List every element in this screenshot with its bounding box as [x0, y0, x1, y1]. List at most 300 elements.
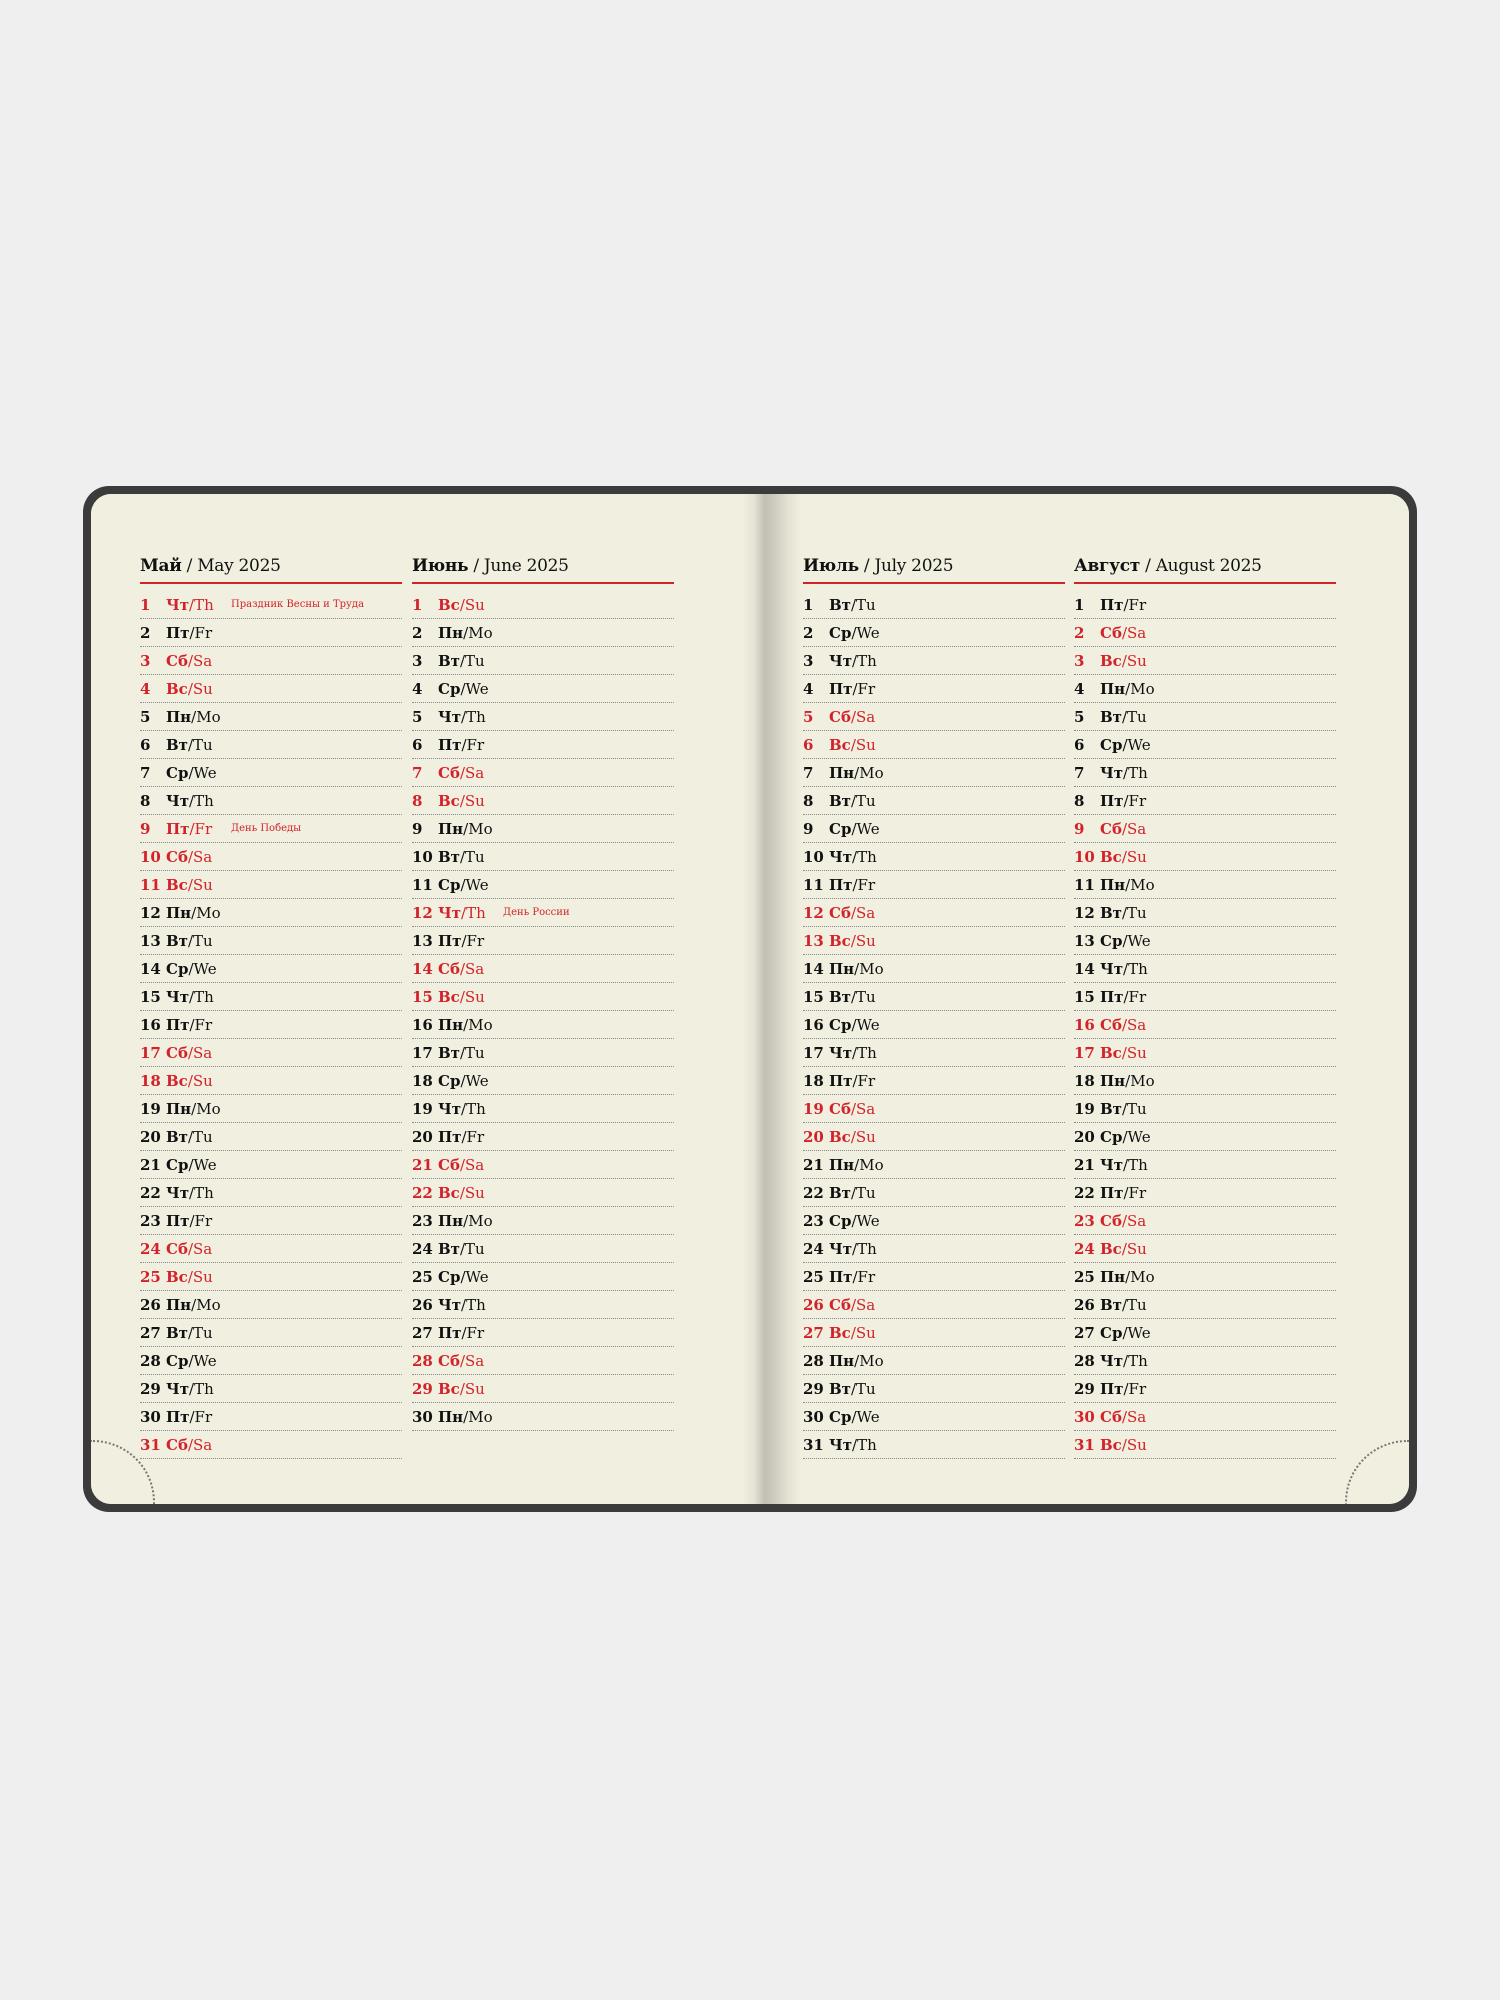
day-number: 3 — [412, 652, 423, 670]
weekday-ru: Чт — [1100, 960, 1123, 978]
weekday-en: Th — [466, 1100, 486, 1118]
day-row: 19 Пн/Mo — [140, 1096, 402, 1123]
weekday-ru: Сб — [166, 1436, 188, 1454]
weekday-en: Fr — [466, 932, 485, 950]
day-number: 5 — [140, 708, 151, 726]
day-row: 27 Вт/Tu — [140, 1320, 402, 1347]
day-row: 5 Чт/Th — [412, 704, 674, 731]
planner-spread — [83, 486, 1417, 1512]
day-number: 29 — [1074, 1380, 1095, 1398]
weekday-ru: Вт — [1100, 708, 1122, 726]
day-row: 20 Вт/Tu — [140, 1124, 402, 1151]
day-row: 17 Чт/Th — [803, 1040, 1065, 1067]
weekday-ru: Сб — [1100, 1408, 1122, 1426]
weekday-ru: Пт — [438, 736, 462, 754]
month-header: Май / May 2025 — [140, 556, 402, 584]
weekday-en: Mo — [859, 764, 884, 782]
month-header: Июль / July 2025 — [803, 556, 1065, 584]
day-number: 8 — [140, 792, 151, 810]
day-row: 30 Пт/Fr — [140, 1404, 402, 1431]
day-row: 16 Сб/Sa — [1074, 1012, 1336, 1039]
weekday-ru: Вс — [438, 988, 460, 1006]
day-number: 5 — [1074, 708, 1085, 726]
day-number: 11 — [140, 876, 161, 894]
day-number: 21 — [412, 1156, 433, 1174]
day-row: 14 Чт/Th — [1074, 956, 1336, 983]
day-row: 24 Вс/Su — [1074, 1236, 1336, 1263]
day-number: 28 — [412, 1352, 433, 1370]
day-number: 26 — [1074, 1296, 1095, 1314]
day-row: 24 Вт/Tu — [412, 1236, 674, 1263]
weekday-en: Mo — [1130, 1268, 1155, 1286]
weekday-ru: Пн — [829, 960, 855, 978]
day-row: 28 Ср/We — [140, 1348, 402, 1375]
day-number: 19 — [140, 1100, 161, 1118]
weekday-ru: Вс — [1100, 1044, 1122, 1062]
weekday-en: Fr — [194, 1212, 213, 1230]
month-august — [1074, 556, 1336, 1460]
weekday-en: Th — [1128, 1352, 1148, 1370]
day-number: 7 — [1074, 764, 1085, 782]
weekday-en: We — [465, 1072, 489, 1090]
weekday-en: Tu — [193, 1324, 213, 1342]
weekday-ru: Вс — [166, 1268, 188, 1286]
weekday-ru: Чт — [166, 792, 189, 810]
right-page — [750, 494, 1409, 1504]
weekday-ru: Чт — [438, 708, 461, 726]
day-row: 12 Пн/Mo — [140, 900, 402, 927]
weekday-en: Sa — [465, 960, 485, 978]
weekday-ru: Ср — [438, 1072, 461, 1090]
day-row: 20 Пт/Fr — [412, 1124, 674, 1151]
weekday-en: We — [1127, 932, 1151, 950]
day-row: 18 Пт/Fr — [803, 1068, 1065, 1095]
day-number: 14 — [1074, 960, 1095, 978]
day-number: 18 — [140, 1072, 161, 1090]
weekday-en: We — [465, 876, 489, 894]
day-row: 7 Сб/Sa — [412, 760, 674, 787]
weekday-ru: Пн — [438, 624, 464, 642]
day-number: 15 — [1074, 988, 1095, 1006]
day-number: 2 — [1074, 624, 1085, 642]
day-number: 14 — [412, 960, 433, 978]
weekday-ru: Вс — [438, 1380, 460, 1398]
day-row: 18 Ср/We — [412, 1068, 674, 1095]
day-number: 29 — [412, 1380, 433, 1398]
day-number: 4 — [1074, 680, 1085, 698]
weekday-ru: Пт — [829, 876, 853, 894]
month-name-ru: Май — [140, 556, 182, 576]
day-row: 11 Ср/We — [412, 872, 674, 899]
day-number: 27 — [140, 1324, 161, 1342]
day-row: 28 Сб/Sa — [412, 1348, 674, 1375]
weekday-ru: Сб — [438, 1156, 460, 1174]
day-row: 4 Ср/We — [412, 676, 674, 703]
day-row: 21 Ср/We — [140, 1152, 402, 1179]
weekday-en: Sa — [193, 1240, 213, 1258]
month-name-ru: Август — [1074, 556, 1141, 576]
weekday-en: Su — [464, 1380, 485, 1398]
weekday-en: Sa — [465, 764, 485, 782]
weekday-ru: Сб — [438, 764, 460, 782]
day-number: 6 — [140, 736, 151, 754]
weekday-ru: Пт — [166, 1408, 190, 1426]
day-number: 24 — [412, 1240, 433, 1258]
weekday-ru: Вт — [438, 1044, 460, 1062]
day-number: 11 — [803, 876, 824, 894]
day-row: 26 Пн/Mo — [140, 1292, 402, 1319]
day-row: 30 Сб/Sa — [1074, 1404, 1336, 1431]
day-number: 26 — [803, 1296, 824, 1314]
day-row: 22 Вс/Su — [412, 1180, 674, 1207]
day-row: 12 Чт/Th День России — [412, 900, 674, 927]
day-row: 8 Чт/Th — [140, 788, 402, 815]
weekday-ru: Вт — [1100, 1100, 1122, 1118]
weekday-ru: Сб — [1100, 624, 1122, 642]
weekday-ru: Пн — [438, 820, 464, 838]
weekday-en: Th — [466, 708, 486, 726]
weekday-ru: Ср — [166, 764, 189, 782]
weekday-ru: Пн — [1100, 876, 1126, 894]
day-number: 2 — [140, 624, 151, 642]
weekday-en: Tu — [856, 988, 876, 1006]
day-number: 7 — [140, 764, 151, 782]
day-row: 19 Чт/Th — [412, 1096, 674, 1123]
day-row: 9 Ср/We — [803, 816, 1065, 843]
weekday-en: Tu — [465, 1240, 485, 1258]
weekday-en: Fr — [1128, 792, 1147, 810]
day-row: 5 Пн/Mo — [140, 704, 402, 731]
day-number: 5 — [803, 708, 814, 726]
weekday-ru: Вт — [438, 1240, 460, 1258]
day-row: 19 Сб/Sa — [803, 1096, 1065, 1123]
day-number: 8 — [1074, 792, 1085, 810]
day-row: 21 Сб/Sa — [412, 1152, 674, 1179]
weekday-en: Fr — [857, 1268, 876, 1286]
weekday-ru: Пн — [1100, 680, 1126, 698]
weekday-ru: Вс — [166, 680, 188, 698]
weekday-en: Mo — [859, 1156, 884, 1174]
weekday-ru: Вс — [1100, 652, 1122, 670]
day-row: 12 Сб/Sa — [803, 900, 1065, 927]
day-number: 30 — [412, 1408, 433, 1426]
day-row: 2 Сб/Sa — [1074, 620, 1336, 647]
day-row: 21 Чт/Th — [1074, 1152, 1336, 1179]
weekday-ru: Сб — [166, 652, 188, 670]
day-number: 23 — [1074, 1212, 1095, 1230]
weekday-en: We — [193, 1352, 217, 1370]
weekday-ru: Чт — [166, 988, 189, 1006]
weekday-en: Su — [464, 792, 485, 810]
day-number: 2 — [803, 624, 814, 642]
day-row: 16 Ср/We — [803, 1012, 1065, 1039]
weekday-en: Mo — [468, 1016, 493, 1034]
day-number: 24 — [1074, 1240, 1095, 1258]
weekday-en: Tu — [856, 596, 876, 614]
day-list — [140, 592, 402, 1459]
day-number: 10 — [412, 848, 433, 866]
day-row: 5 Сб/Sa — [803, 704, 1065, 731]
day-row: 24 Чт/Th — [803, 1236, 1065, 1263]
holiday-label: Праздник Весны и Труда — [231, 599, 365, 610]
weekday-ru: Сб — [1100, 1016, 1122, 1034]
day-number: 12 — [1074, 904, 1095, 922]
day-number: 1 — [803, 596, 814, 614]
weekday-en: Fr — [194, 624, 213, 642]
month-name-en: June 2025 — [483, 556, 569, 576]
day-number: 23 — [412, 1212, 433, 1230]
weekday-ru: Вт — [438, 652, 460, 670]
weekday-en: Su — [1126, 1436, 1147, 1454]
weekday-en: We — [465, 680, 489, 698]
day-row: 3 Вт/Tu — [412, 648, 674, 675]
day-number: 3 — [1074, 652, 1085, 670]
weekday-ru: Вт — [1100, 1296, 1122, 1314]
weekday-en: Sa — [465, 1352, 485, 1370]
day-row: 15 Вт/Tu — [803, 984, 1065, 1011]
month-july — [803, 556, 1065, 1460]
weekday-ru: Ср — [829, 624, 852, 642]
day-number: 5 — [412, 708, 423, 726]
weekday-en: Sa — [193, 1436, 213, 1454]
day-row: 2 Пн/Mo — [412, 620, 674, 647]
day-row: 18 Вс/Su — [140, 1068, 402, 1095]
day-row: 14 Сб/Sa — [412, 956, 674, 983]
day-row: 1 Пт/Fr — [1074, 592, 1336, 619]
weekday-ru: Вт — [829, 1184, 851, 1202]
day-number: 30 — [140, 1408, 161, 1426]
weekday-ru: Вт — [166, 1324, 188, 1342]
weekday-en: Fr — [1128, 596, 1147, 614]
day-row: 9 Сб/Sa — [1074, 816, 1336, 843]
day-number: 18 — [1074, 1072, 1095, 1090]
month-name-en: July 2025 — [874, 556, 954, 576]
day-number: 29 — [140, 1380, 161, 1398]
day-row: 7 Чт/Th — [1074, 760, 1336, 787]
weekday-ru: Ср — [829, 820, 852, 838]
weekday-ru: Вс — [829, 932, 851, 950]
weekday-ru: Ср — [166, 960, 189, 978]
day-row: 8 Пт/Fr — [1074, 788, 1336, 815]
day-number: 19 — [1074, 1100, 1095, 1118]
weekday-en: Su — [855, 1128, 876, 1146]
day-number: 28 — [1074, 1352, 1095, 1370]
day-row: 11 Вс/Su — [140, 872, 402, 899]
day-number: 28 — [140, 1352, 161, 1370]
day-number: 25 — [1074, 1268, 1095, 1286]
day-number: 18 — [803, 1072, 824, 1090]
weekday-ru: Пт — [1100, 792, 1124, 810]
day-row: 23 Сб/Sa — [1074, 1208, 1336, 1235]
day-number: 12 — [140, 904, 161, 922]
weekday-en: We — [1127, 1128, 1151, 1146]
weekday-en: Tu — [856, 1380, 876, 1398]
day-row: 20 Вс/Su — [803, 1124, 1065, 1151]
weekday-ru: Пн — [166, 708, 192, 726]
weekday-en: Su — [1126, 652, 1147, 670]
day-row: 15 Чт/Th — [140, 984, 402, 1011]
day-number: 27 — [412, 1324, 433, 1342]
day-number: 2 — [412, 624, 423, 642]
weekday-en: Mo — [196, 904, 221, 922]
day-row: 25 Пн/Mo — [1074, 1264, 1336, 1291]
weekday-en: Fr — [857, 680, 876, 698]
day-number: 4 — [412, 680, 423, 698]
weekday-ru: Ср — [1100, 1324, 1123, 1342]
day-row: 28 Пн/Mo — [803, 1348, 1065, 1375]
weekday-en: Mo — [1130, 680, 1155, 698]
day-number: 9 — [412, 820, 423, 838]
weekday-ru: Ср — [166, 1156, 189, 1174]
weekday-en: Sa — [193, 848, 213, 866]
day-number: 15 — [412, 988, 433, 1006]
day-number: 30 — [1074, 1408, 1095, 1426]
day-row: 27 Вс/Su — [803, 1320, 1065, 1347]
day-row: 7 Ср/We — [140, 760, 402, 787]
weekday-en: We — [1127, 1324, 1151, 1342]
weekday-en: We — [193, 1156, 217, 1174]
day-row: 22 Пт/Fr — [1074, 1180, 1336, 1207]
day-row: 31 Чт/Th — [803, 1432, 1065, 1459]
day-row: 22 Вт/Tu — [803, 1180, 1065, 1207]
weekday-en: Sa — [856, 1296, 876, 1314]
weekday-en: Th — [194, 1184, 214, 1202]
weekday-en: Mo — [468, 820, 493, 838]
weekday-ru: Ср — [829, 1408, 852, 1426]
day-number: 10 — [803, 848, 824, 866]
day-number: 15 — [803, 988, 824, 1006]
day-number: 12 — [803, 904, 824, 922]
day-number: 8 — [803, 792, 814, 810]
day-row: 15 Пт/Fr — [1074, 984, 1336, 1011]
day-row: 14 Ср/We — [140, 956, 402, 983]
left-page — [91, 494, 750, 1504]
weekday-en: Sa — [856, 904, 876, 922]
weekday-en: Th — [194, 988, 214, 1006]
day-number: 21 — [140, 1156, 161, 1174]
day-row: 17 Сб/Sa — [140, 1040, 402, 1067]
weekday-en: Sa — [856, 1100, 876, 1118]
weekday-ru: Вс — [438, 1184, 460, 1202]
day-row: 5 Вт/Tu — [1074, 704, 1336, 731]
day-row: 30 Пн/Mo — [412, 1404, 674, 1431]
day-row: 26 Вт/Tu — [1074, 1292, 1336, 1319]
weekday-en: Th — [466, 1296, 486, 1314]
day-row: 2 Ср/We — [803, 620, 1065, 647]
weekday-en: Tu — [465, 652, 485, 670]
weekday-ru: Чт — [438, 1296, 461, 1314]
weekday-ru: Вс — [438, 792, 460, 810]
month-name-ru: Июнь — [412, 556, 469, 576]
day-number: 25 — [140, 1268, 161, 1286]
weekday-en: Fr — [1128, 1380, 1147, 1398]
day-row: 18 Пн/Mo — [1074, 1068, 1336, 1095]
day-number: 13 — [140, 932, 161, 950]
weekday-ru: Вт — [166, 736, 188, 754]
weekday-en: Fr — [857, 876, 876, 894]
weekday-ru: Вт — [166, 1128, 188, 1146]
day-number: 26 — [140, 1296, 161, 1314]
day-row: 27 Пт/Fr — [412, 1320, 674, 1347]
day-number: 10 — [140, 848, 161, 866]
weekday-en: Th — [857, 1436, 877, 1454]
weekday-ru: Ср — [1100, 736, 1123, 754]
day-number: 16 — [140, 1016, 161, 1034]
weekday-en: Tu — [1127, 1100, 1147, 1118]
weekday-en: Su — [192, 1268, 213, 1286]
weekday-en: Su — [192, 680, 213, 698]
day-list — [803, 592, 1065, 1459]
weekday-en: We — [193, 960, 217, 978]
day-row: 25 Вс/Su — [140, 1264, 402, 1291]
weekday-ru: Пн — [438, 1408, 464, 1426]
weekday-ru: Пт — [166, 624, 190, 642]
weekday-ru: Пн — [829, 1156, 855, 1174]
weekday-ru: Пн — [438, 1212, 464, 1230]
weekday-ru: Чт — [829, 848, 852, 866]
weekday-en: Th — [194, 1380, 214, 1398]
day-number: 16 — [1074, 1016, 1095, 1034]
weekday-ru: Вт — [438, 848, 460, 866]
weekday-en: Mo — [196, 1100, 221, 1118]
weekday-ru: Пт — [438, 1324, 462, 1342]
day-number: 17 — [803, 1044, 824, 1062]
day-row: 29 Вс/Su — [412, 1376, 674, 1403]
weekday-en: Su — [1126, 848, 1147, 866]
day-number: 31 — [140, 1436, 161, 1454]
month-name-ru: Июль — [803, 556, 859, 576]
weekday-ru: Пт — [438, 932, 462, 950]
month-may — [140, 556, 402, 1460]
weekday-en: Tu — [856, 1184, 876, 1202]
day-number: 10 — [1074, 848, 1095, 866]
month-name-en: May 2025 — [197, 556, 281, 576]
weekday-en: Tu — [856, 792, 876, 810]
day-list — [1074, 592, 1336, 1459]
weekday-en: Su — [1126, 1240, 1147, 1258]
day-number: 28 — [803, 1352, 824, 1370]
weekday-en: Su — [464, 988, 485, 1006]
day-number: 21 — [803, 1156, 824, 1174]
weekday-en: Tu — [1127, 708, 1147, 726]
weekday-ru: Ср — [438, 680, 461, 698]
day-row: 27 Ср/We — [1074, 1320, 1336, 1347]
weekday-en: Th — [194, 792, 214, 810]
weekday-ru: Вт — [829, 1380, 851, 1398]
month-june — [412, 556, 674, 1432]
day-number: 20 — [412, 1128, 433, 1146]
weekday-en: Fr — [1128, 1184, 1147, 1202]
weekday-en: We — [856, 1016, 880, 1034]
day-row: 12 Вт/Tu — [1074, 900, 1336, 927]
day-number: 9 — [803, 820, 814, 838]
day-row: 6 Пт/Fr — [412, 732, 674, 759]
day-number: 25 — [412, 1268, 433, 1286]
weekday-en: Su — [464, 596, 485, 614]
day-row: 3 Вс/Su — [1074, 648, 1336, 675]
day-number: 22 — [1074, 1184, 1095, 1202]
day-row: 16 Пт/Fr — [140, 1012, 402, 1039]
day-row: 4 Пт/Fr — [803, 676, 1065, 703]
day-number: 16 — [412, 1016, 433, 1034]
day-number: 4 — [803, 680, 814, 698]
weekday-ru: Сб — [829, 708, 851, 726]
day-number: 22 — [412, 1184, 433, 1202]
day-row: 23 Пн/Mo — [412, 1208, 674, 1235]
weekday-en: Th — [1128, 1156, 1148, 1174]
weekday-en: Th — [194, 596, 214, 614]
weekday-en: Mo — [1130, 1072, 1155, 1090]
